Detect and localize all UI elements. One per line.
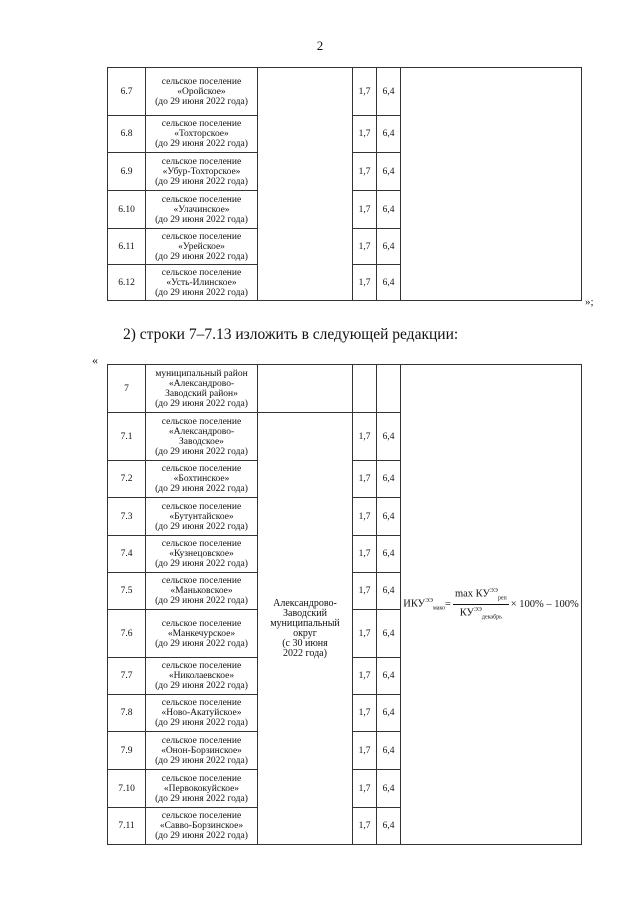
value-coef-2: 6,4	[377, 413, 401, 461]
value-coef-2	[377, 365, 401, 413]
value-coef-1: 1,7	[353, 413, 377, 461]
table-row	[108, 365, 582, 413]
row-name-line: сельское поселение	[161, 501, 242, 512]
row-name-line: муниципальный район	[155, 368, 248, 379]
row-name-line: (до 29 июня 2022 года)	[155, 831, 248, 841]
row-name	[146, 732, 258, 770]
row-name-line: сельское поселение	[161, 735, 242, 746]
value-coef-2: 6,4	[377, 658, 401, 695]
row-name-line: «Усть-Илинское»	[166, 277, 237, 288]
merged-new-okrug	[258, 413, 353, 845]
merged-line: (с 30 июня	[282, 637, 328, 649]
merged-line: Александрово-	[273, 597, 337, 609]
row-name	[146, 229, 258, 265]
row-number: 7.10	[108, 770, 146, 808]
row-name-line: (до 29 июня 2022 года)	[155, 638, 248, 649]
value-coef-1: 1,7	[353, 610, 377, 658]
row-name-line: сельское поселение	[161, 267, 242, 278]
row-name-line: (до 29 июня 2022 года)	[155, 287, 248, 298]
row-name-line: «Кузнецовское»	[169, 549, 234, 559]
row-name	[146, 191, 258, 229]
table-top	[107, 67, 582, 301]
row-number: 7.11	[108, 808, 146, 845]
row-name-line: (до 29 июня 2022 года)	[155, 596, 248, 606]
row-name-line: сельское поселение	[161, 156, 242, 167]
value-coef-1	[353, 365, 377, 413]
row-name-line: сельское поселение	[161, 576, 242, 586]
value-coef-1: 1,7	[353, 116, 377, 153]
region-cell-empty	[258, 365, 353, 413]
row-name-line: сельское поселение	[161, 76, 242, 87]
formula-tail: × 100% – 100%	[510, 598, 579, 610]
row-name-line: сельское поселение	[161, 618, 242, 629]
value-coef-2: 6,4	[377, 573, 401, 610]
value-coef-1: 1,7	[353, 732, 377, 770]
row-name	[146, 365, 258, 413]
value-coef-1: 1,7	[353, 658, 377, 695]
row-number: 7.3	[108, 498, 146, 536]
value-coef-2: 6,4	[377, 732, 401, 770]
amendment-heading: 2) строки 7–7.13 изложить в следующей редакции:	[123, 326, 459, 343]
row-name-line: «Бохтинское»	[173, 474, 230, 484]
merged-line: муниципальный	[270, 617, 340, 629]
merged-line: округ	[293, 627, 317, 639]
row-name-line: (до 29 июня 2022 года)	[155, 176, 248, 187]
row-name-line: «Первококуйское»	[163, 783, 240, 794]
row-name-line: «Улачинское»	[173, 204, 230, 215]
empty-merged-cell	[258, 68, 353, 301]
row-name-line: «Урейское»	[178, 241, 225, 252]
value-coef-1: 1,7	[353, 536, 377, 573]
row-name	[146, 536, 258, 573]
row-number: 7.2	[108, 461, 146, 498]
row-name-line: сельское поселение	[161, 773, 242, 784]
row-name-line: сельское поселение	[161, 119, 242, 129]
row-name	[146, 68, 258, 116]
merged-line: 2022 года)	[283, 647, 327, 659]
value-coef-1: 1,7	[353, 461, 377, 498]
row-number: 6.12	[108, 265, 146, 301]
closing-quote: »;	[585, 296, 594, 308]
row-name-line: «Маньковское»	[170, 586, 233, 596]
row-name-line: «Александрово-	[168, 426, 235, 437]
row-name-line: (до 29 июня 2022 года)	[155, 559, 248, 569]
row-name-line: (до 29 июня 2022 года)	[155, 681, 248, 691]
row-name-line: (до 29 июня 2022 года)	[155, 755, 248, 766]
row-number: 7.5	[108, 573, 146, 610]
row-name-line: «Савво-Борзинское»	[159, 821, 244, 831]
row-number: 7.9	[108, 732, 146, 770]
row-name-line: «Оройское»	[177, 86, 226, 97]
row-number: 7.6	[108, 610, 146, 658]
value-coef-2: 6,4	[377, 695, 401, 732]
formula-equals: =	[445, 598, 451, 610]
row-name-line: сельское поселение	[161, 539, 242, 549]
row-name-line: (до 29 июня 2022 года)	[155, 793, 248, 804]
row-number: 6.8	[108, 116, 146, 153]
row-name	[146, 498, 258, 536]
row-name-line: (до 29 июня 2022 года)	[155, 484, 248, 494]
value-coef-1: 1,7	[353, 695, 377, 732]
row-name-line: (до 29 июня 2022 года)	[155, 251, 248, 262]
row-number: 7.8	[108, 695, 146, 732]
row-name-line: сельское поселение	[161, 194, 242, 205]
value-coef-1: 1,7	[353, 808, 377, 845]
row-name-line: (до 29 июня 2022 года)	[155, 398, 248, 409]
row-name	[146, 808, 258, 845]
table-bottom	[107, 364, 582, 845]
row-name-line: «Александрово-	[168, 378, 235, 389]
opening-quote: «	[92, 353, 98, 367]
row-name-line: сельское поселение	[161, 661, 242, 671]
row-number: 7.4	[108, 536, 146, 573]
merged-line: Заводский	[283, 607, 327, 619]
row-number: 6.10	[108, 191, 146, 229]
value-coef-2: 6,4	[377, 116, 401, 153]
row-name-line: (до 29 июня 2022 года)	[155, 96, 248, 107]
row-name-line: (до 29 июня 2022 года)	[155, 521, 248, 532]
row-name-line: «Бутунтайское»	[169, 511, 234, 522]
value-coef-2: 6,4	[377, 461, 401, 498]
row-name-line: сельское поселение	[161, 698, 242, 708]
value-coef-1: 1,7	[353, 265, 377, 301]
value-coef-2: 6,4	[377, 191, 401, 229]
value-coef-2: 6,4	[377, 229, 401, 265]
value-coef-1: 1,7	[353, 153, 377, 191]
value-coef-2: 6,4	[377, 808, 401, 845]
formula-cell	[401, 365, 582, 845]
value-coef-2: 6,4	[377, 610, 401, 658]
formula	[401, 586, 581, 622]
page-number: 2	[316, 38, 324, 53]
row-name-line: (до 29 июня 2022 года)	[155, 214, 248, 225]
row-name	[146, 610, 258, 658]
value-coef-1: 1,7	[353, 229, 377, 265]
row-name-line: «Николаевское»	[168, 671, 235, 681]
row-number: 6.7	[108, 68, 146, 116]
row-name	[146, 153, 258, 191]
row-name	[146, 413, 258, 461]
row-number: 6.9	[108, 153, 146, 191]
row-name-line: «Убур-Тохторское»	[162, 166, 241, 177]
table-row	[108, 68, 582, 116]
row-name	[146, 770, 258, 808]
row-name-line: (до 29 июня 2022 года)	[155, 139, 248, 149]
row-name	[146, 695, 258, 732]
row-name	[146, 461, 258, 498]
row-name	[146, 116, 258, 153]
value-coef-1: 1,7	[353, 573, 377, 610]
value-coef-2: 6,4	[377, 265, 401, 301]
row-name	[146, 658, 258, 695]
value-coef-1: 1,7	[353, 498, 377, 536]
formula-fraction: $\frac{\max КУ^{ЭЭ}_{реп}}{КУ^{ЭЭ}_{декабрь}}$	[454, 588, 507, 621]
row-name-line: сельское поселение	[161, 811, 242, 821]
value-coef-2: 6,4	[377, 153, 401, 191]
row-number: 7	[108, 365, 146, 413]
row-name-line: «Тохторское»	[174, 129, 229, 139]
row-name-line: Заводское»	[179, 436, 224, 447]
formula-lhs: $ИКУ^{ЭЭ}_{мако}$	[403, 597, 446, 612]
value-coef-2: 6,4	[377, 770, 401, 808]
row-name-line: сельское поселение	[161, 231, 242, 242]
row-name	[146, 265, 258, 301]
row-name-line: (до 29 июня 2022 года)	[155, 718, 248, 728]
row-number: 7.7	[108, 658, 146, 695]
row-name-line: «Онон-Борзинское»	[161, 745, 242, 756]
value-coef-2: 6,4	[377, 498, 401, 536]
row-name-line: сельское поселение	[161, 416, 242, 427]
value-coef-2: 6,4	[377, 68, 401, 116]
row-name-line: (до 29 июня 2022 года)	[155, 446, 248, 457]
row-name-line: «Ново-Акатуйское»	[161, 708, 242, 718]
row-number: 6.11	[108, 229, 146, 265]
row-name	[146, 573, 258, 610]
value-coef-1: 1,7	[353, 191, 377, 229]
empty-formula-cell	[401, 68, 582, 301]
row-name-line: «Манкечурское»	[167, 628, 236, 639]
value-coef-1: 1,7	[353, 68, 377, 116]
row-number: 7.1	[108, 413, 146, 461]
value-coef-2: 6,4	[377, 536, 401, 573]
row-name-line: сельское поселение	[161, 464, 242, 474]
value-coef-1: 1,7	[353, 770, 377, 808]
row-name-line: Заводский район»	[165, 388, 238, 399]
